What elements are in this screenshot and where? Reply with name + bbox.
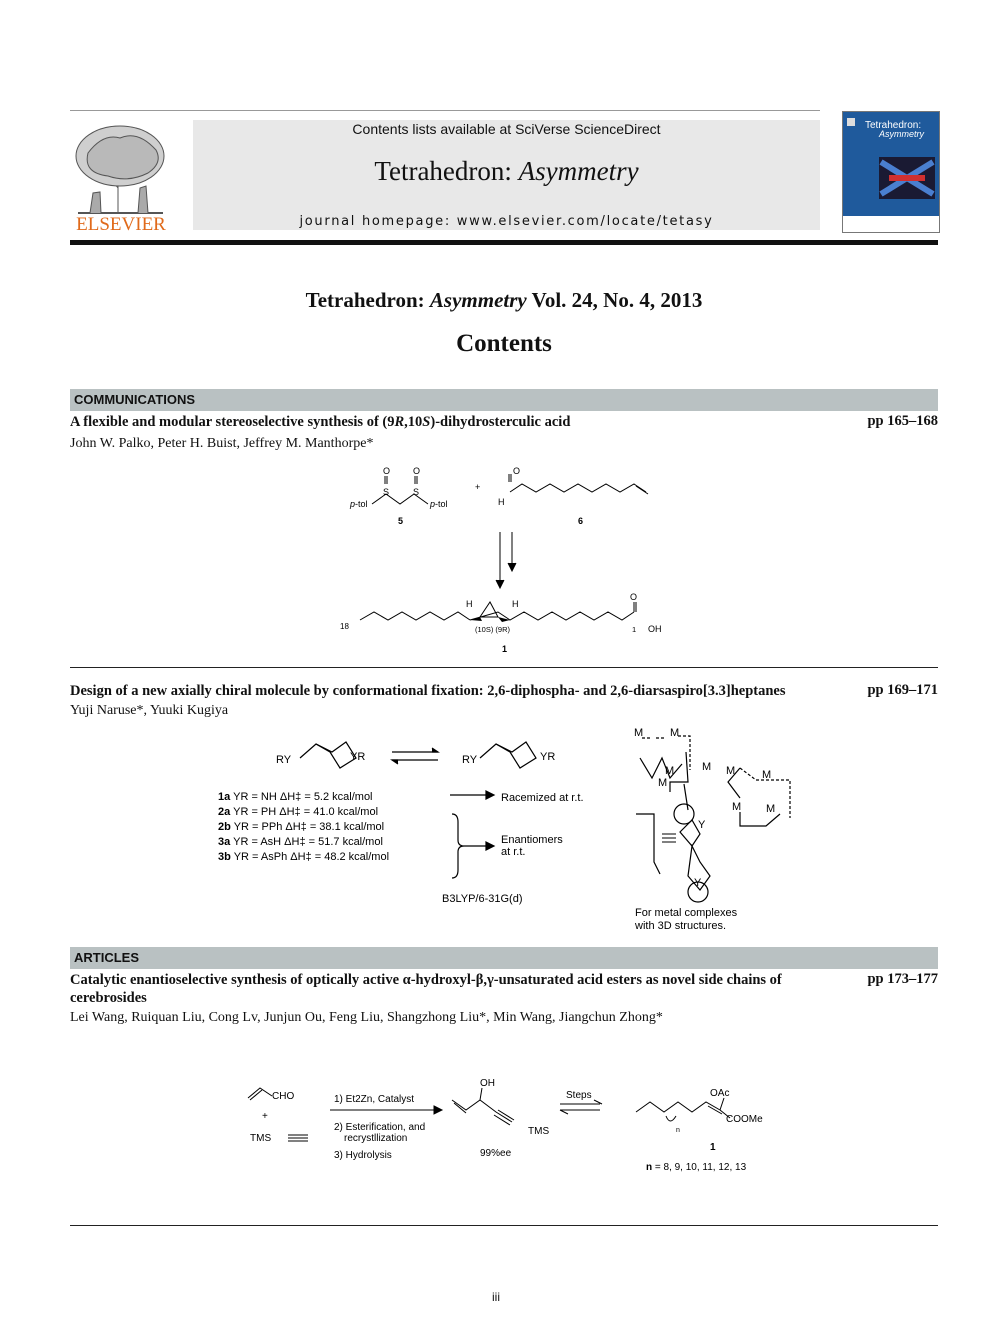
tms-label: TMS: [528, 1126, 550, 1137]
yr-label: YR: [540, 751, 556, 763]
issue-suffix: Vol. 24, No. 4, 2013: [526, 288, 703, 312]
energy-row: 3a YR = AsH ΔH‡ = 51.7 kcal/mol: [218, 836, 383, 848]
ptol-label: p-tol: [430, 499, 448, 509]
header-thick-rule: [70, 240, 938, 245]
contents-heading: Contents: [456, 330, 552, 357]
graphical-abstract-3: [230, 1072, 790, 1182]
energy-row: 2b YR = PPh ΔH‡ = 38.1 kcal/mol: [218, 821, 385, 833]
title-part: R: [394, 414, 405, 430]
page-number: iii: [492, 1290, 500, 1304]
article-authors: Lei Wang, Ruiquan Liu, Cong Lv, Junjun Ou, Feng Liu, Shangzhong Liu*, Min Wang, Jiangchun Zhong*: [70, 1010, 663, 1025]
y-label: Y: [694, 877, 702, 889]
oxygen-label: O: [513, 466, 521, 476]
elsevier-wordmark: ELSEVIER: [76, 214, 166, 234]
metal-label: M: [658, 777, 668, 789]
contents-lists-text: [193, 121, 820, 137]
reaction-step: 2) Esterification, and: [334, 1122, 426, 1133]
section-label: COMMUNICATIONS: [74, 392, 196, 407]
energy-row: 3b YR = AsPh ΔH‡ = 48.2 kcal/mol: [218, 851, 390, 863]
header-top-rule: [70, 110, 820, 111]
oxygen-label: O: [383, 466, 391, 476]
section-bar-communications: [70, 389, 938, 411]
journal-cover-thumbnail: [842, 111, 940, 233]
ry-label: RY: [276, 754, 292, 766]
coome-label: COOMe: [726, 1114, 763, 1125]
elsevier-logo: [68, 118, 174, 234]
oac-label: OAc: [710, 1088, 730, 1099]
metal-label: M: [732, 801, 742, 813]
sulfur-label: S: [413, 487, 420, 497]
cho-label: CHO: [272, 1091, 295, 1102]
article-authors: John W. Palko, Peter H. Buist, Jeffrey M. Manthorpe*: [70, 436, 374, 451]
metal-label: M: [762, 769, 772, 781]
hydroxyl-label: OH: [648, 624, 662, 634]
title-part: A flexible and modular stereoselective synthesis of (9: [70, 414, 395, 430]
article-title[interactable]: [70, 413, 840, 431]
article-title[interactable]: Catalytic enantioselective synthesis of optically active α-hydroxyl-β,γ-unsaturated acid esters as novel side chains of cerebrosides: [70, 972, 782, 1006]
compound-1-label: 1: [502, 644, 508, 654]
compound-6-label: 6: [578, 516, 584, 526]
hydrogen-label: H: [512, 599, 519, 609]
enantiomers-label: Enantiomers: [501, 834, 563, 846]
y-label: Y: [698, 819, 706, 831]
metal-label: M: [634, 727, 644, 739]
metal-label: M: [766, 803, 776, 815]
journal-homepage: [193, 214, 820, 229]
racemized-label: Racemized at r.t.: [501, 792, 584, 804]
carbon-1-label: 1: [632, 625, 637, 634]
metal-label: M: [726, 765, 736, 777]
title-part: )-dihydrosterculic acid: [430, 414, 571, 430]
subscript-n: n: [676, 1127, 680, 1134]
journal-name: Tetrahedron:: [374, 156, 519, 186]
sulfur-label: S: [383, 487, 390, 497]
method-label: B3LYP/6-31G(d): [442, 893, 523, 905]
graphical-abstract-1: [330, 462, 690, 662]
metal-label: M: [702, 761, 712, 773]
stereo-label: (10S) (9R): [475, 625, 511, 634]
cover-subtitle: Asymmetry: [879, 129, 924, 139]
ee-label: 99%ee: [480, 1148, 512, 1159]
ptol-label: p-tol: [350, 499, 368, 509]
contents-lists-label: Contents lists available at SciVerse ScienceDirect: [352, 121, 661, 137]
title-part: S: [422, 414, 431, 430]
graphical-abstract-2: [200, 722, 800, 936]
compound-1-label: 1: [710, 1142, 716, 1153]
reaction-step: 1) Et2Zn, Catalyst: [334, 1094, 415, 1105]
issue-prefix: Tetrahedron:: [305, 288, 430, 312]
yr-label: YR: [350, 751, 366, 763]
metal-label: M: [665, 765, 675, 777]
reaction-step: recrystllization: [344, 1133, 408, 1144]
journal-title: [193, 156, 820, 187]
reaction-step: 3) Hydrolysis: [334, 1150, 392, 1161]
energy-row: 2a YR = PH ΔH‡ = 41.0 kcal/mol: [218, 806, 379, 818]
ry-label: RY: [462, 754, 478, 766]
article-separator: [70, 1225, 938, 1226]
article-pages: pp 165–168: [867, 413, 938, 429]
plus-sign: +: [475, 482, 481, 492]
cover-title: Tetrahedron:: [865, 120, 922, 131]
homepage-link[interactable]: journal homepage: www.elsevier.com/locate/tetasy: [299, 214, 714, 229]
steps-label: Steps: [566, 1090, 592, 1101]
compound-5-label: 5: [398, 516, 404, 526]
section-bar-articles: [70, 947, 938, 969]
hydrogen-label: H: [466, 599, 473, 609]
metal-note: with 3D structures.: [635, 920, 727, 932]
oxygen-label: O: [630, 592, 638, 602]
hydrogen-label: H: [498, 497, 505, 507]
article-authors: Yuji Naruse*, Yuuki Kugiya: [70, 703, 229, 718]
issue-italic: Asymmetry: [429, 288, 527, 312]
article-pages: pp 169–171: [867, 682, 938, 698]
carbon-18-label: 18: [340, 622, 349, 631]
energy-row: 1a YR = NH ΔH‡ = 5.2 kcal/mol: [218, 791, 373, 803]
tms-label: TMS: [250, 1133, 272, 1144]
oh-label: OH: [480, 1078, 495, 1089]
oxygen-label: O: [413, 466, 421, 476]
article-pages: pp 173–177: [867, 971, 938, 987]
issue-title: [70, 288, 938, 313]
enantiomers-label: at r.t.: [501, 846, 526, 858]
title-part: ,10: [404, 414, 423, 430]
metal-label: M: [670, 727, 680, 739]
article-title[interactable]: Design of a new axially chiral molecule by conformational fixation: 2,6-diphospha- and 2,6-diarsaspiro[3.3]heptanes: [70, 683, 786, 699]
journal-name-italic: Asymmetry: [518, 156, 639, 186]
plus-sign: +: [262, 1111, 268, 1122]
article-separator: [70, 667, 938, 668]
n-values: n = 8, 9, 10, 11, 12, 13: [646, 1162, 747, 1173]
section-label: ARTICLES: [74, 950, 139, 965]
metal-note: For metal complexes: [635, 907, 738, 919]
